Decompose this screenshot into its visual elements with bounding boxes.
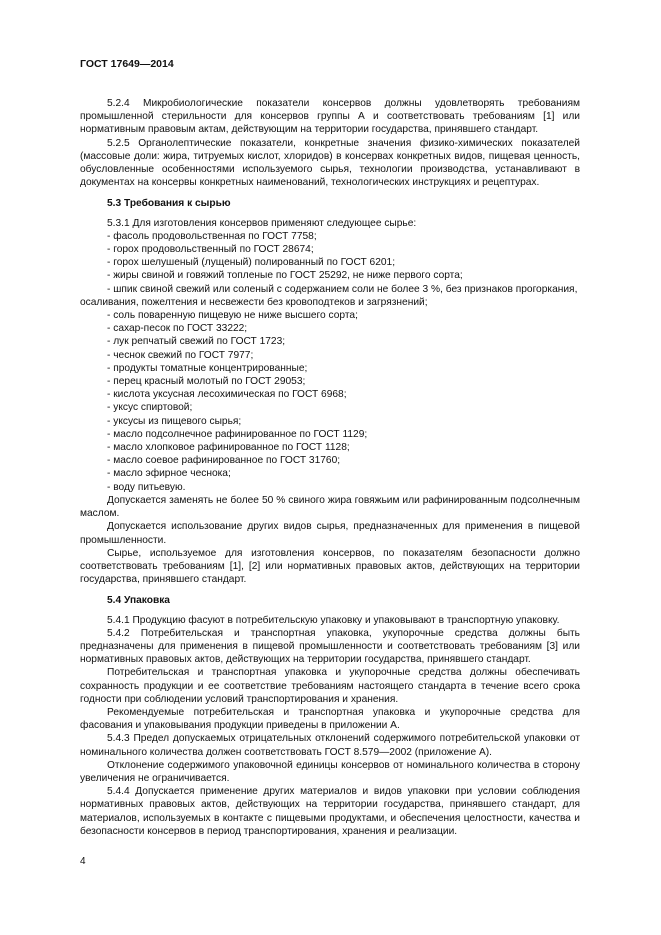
paragraph-deviation: Отклонение содержимого упаковочной единицы консервов от номинального количества в сторону увеличения не ограничивается. bbox=[80, 759, 580, 784]
list-item: - горох шелушеный (лущеный) полированный по ГОСТ 6201; bbox=[107, 257, 396, 269]
section-heading-5-4: 5.4 Упаковка bbox=[107, 595, 170, 607]
paragraph-5-2-5: 5.2.5 Органолептические показатели, конкретные значения физико-химических показателей (массовые доли: жира, титруемых кислот, хлоридов) в консервах конкретных видов, пищевая ценность, обусловленные особенностями используемого сырья, технологии производства, устанавливают в документах на консервы конкретных наименований, технологических инструкциях и рецептурах. bbox=[80, 137, 580, 189]
paragraph-fat-replacement: Допускается заменять не более 50 % свиного жира говяжьим или рафинированным подсолнечным маслом. bbox=[80, 494, 580, 520]
list-item: - лук репчатый свежий по ГОСТ 1723; bbox=[107, 336, 286, 348]
paragraph-5-4-4: 5.4.4 Допускается применение других материалов и видов упаковки при условии соблюдения нормативных правовых актов, действующих на территории государства, принявшего стандарт, для материалов, используемых в контакте с пищевыми продуктами, и обеспечения целостности, качества и безопасности консервов в период транспортирования, хранения и реализации. bbox=[80, 786, 580, 837]
list-item: - перец красный молотый по ГОСТ 29053; bbox=[107, 376, 306, 388]
list-item: - уксусы из пищевого сырья; bbox=[107, 415, 242, 427]
list-item: - масло эфирное чеснока; bbox=[107, 468, 231, 480]
list-item: - сахар-песок по ГОСТ 33222; bbox=[107, 323, 248, 335]
page-number: 4 bbox=[80, 856, 86, 867]
list-item: - масло соевое рафинированное по ГОСТ 31760; bbox=[107, 455, 341, 467]
paragraph-5-3-1: 5.3.1 Для изготовления консервов применяют следующее сырье: bbox=[107, 217, 417, 229]
paragraph-raw-safety: Сырье, используемое для изготовления консервов, по показателям безопасности должно соответствовать требованиям [1], [2] или нормативных правовых актов, действующих на территории государства, принявшего стандарт. bbox=[80, 547, 580, 586]
list-item: - горох продовольственный по ГОСТ 28674; bbox=[107, 244, 314, 256]
list-item: - фасоль продовольственная по ГОСТ 7758; bbox=[107, 230, 317, 242]
paragraph-5-4-1: 5.4.1 Продукцию фасуют в потребительскую упаковку и упаковывают в транспортную упаковку. bbox=[107, 614, 560, 626]
paragraph-packaging-recommended: Рекомендуемые потребительская и транспортная упаковка и укупорочные средства для фасования и упаковывания продукции приведены в приложении А. bbox=[80, 706, 580, 732]
list-item-shpik-continued: осаливания, пожелтения и несвежести без кровоподтеков и загрязнений; bbox=[80, 296, 428, 308]
paragraph-5-4-2: 5.4.2 Потребительская и транспортная упаковка, укупорочные средства должны быть предназначены для применения в пищевой промышленности и соответствовать требованиям [3] или нормативных правовых актов, действующих на территории государства, принявшего стандарт. bbox=[80, 627, 580, 666]
document-header: ГОСТ 17649—2014 bbox=[80, 58, 174, 70]
list-item: - соль поваренную пищевую не ниже высшего сорта; bbox=[107, 310, 358, 322]
paragraph-other-raw: Допускается использование других видов сырья, предназначенных для применения в пищевой промышленности. bbox=[80, 521, 580, 546]
list-item: - кислота уксусная лесохимическая по ГОСТ 6968; bbox=[107, 389, 347, 401]
list-item: - воду питьевую. bbox=[107, 481, 186, 493]
paragraph-5-4-3: 5.4.3 Предел допускаемых отрицательных отклонений содержимого потребительской упаковки от номинального количества должен соответствовать ГОСТ 8.579—2002 (приложение А). bbox=[80, 733, 580, 758]
list-item: - жиры свиной и говяжий топленые по ГОСТ 25292, не ниже первого сорта; bbox=[107, 270, 463, 282]
paragraph-5-2-4: 5.2.4 Микробиологические показатели консервов должны удовлетворять требованиям промышленной стерильности для консервов группы А и соответствовать требованиям [1] или нормативным правовым актам, действующим на территории государства, принявшего стандарт. bbox=[80, 98, 580, 136]
list-item: - уксус спиртовой; bbox=[107, 402, 193, 414]
document-body bbox=[80, 97, 580, 838]
list-item: - масло подсолнечное рафинированное по ГОСТ 1129; bbox=[107, 428, 368, 440]
list-item: - масло хлопковое рафинированное по ГОСТ 1128; bbox=[107, 442, 350, 454]
paragraph-packaging-preservation: Потребительская и транспортная упаковка и укупорочные средства должны обеспечивать сохранность продукции и ее соответствие требованиям настоящего стандарта в течение всего срока годности при соблюдении условий транспортирования и хранения. bbox=[80, 667, 580, 705]
section-heading-5-3: 5.3 Требования к сырью bbox=[107, 198, 231, 210]
list-item: - чеснок свежий по ГОСТ 7977; bbox=[107, 349, 254, 361]
list-item-shpik: - шпик свиной свежий или соленый с содержанием соли не более 3 %, без признаков прогоркания, bbox=[107, 283, 578, 295]
list-item: - продукты томатные концентрированные; bbox=[107, 362, 308, 374]
